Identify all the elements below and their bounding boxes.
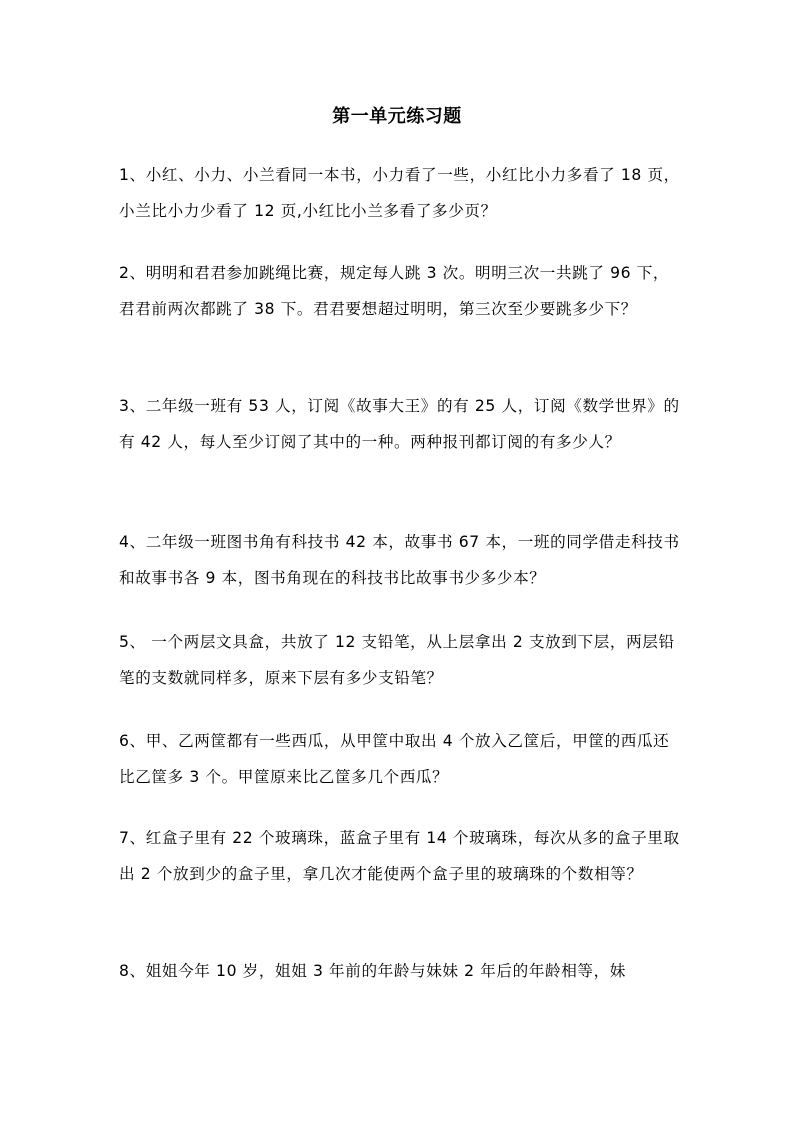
problem-1: 1、小红、小力、小兰看同一本书，小力看了一些，小红比小力多看了 18 页，小兰比小力少看了 12 页,小红比小兰多看了多少页？ xyxy=(119,166,680,220)
problem-2: 2、明明和君君参加跳绳比赛，规定每人跳 3 次。明明三次一共跳了 96 下，君君前两次都跳了 38 下。君君要想超过明明，第三次至少要跳多少下？ xyxy=(119,264,670,318)
problem-3: 3、二年级一班有 53 人，订阅《故事大王》的有 25 人，订阅《数学世界》的有 42 人，每人至少订阅了其中的一种。两种报刊都订阅的有多少人？ xyxy=(119,397,680,451)
problem-7: 7、红盒子里有 22 个玻璃珠，蓝盒子里有 14 个玻璃珠，每次从多的盒子里取出 2 个放到少的盒子里，拿几次才能使两个盒子里的玻璃珠的个数相等？ xyxy=(119,829,680,883)
problem-5: 5、 一个两层文具盒，共放了 12 支铅笔，从上层拿出 2 支放到下层，两层铅笔的支数就同样多，原来下层有多少支铅笔？ xyxy=(119,633,675,687)
problem-8: 8、姐姐今年 10 岁，姐姐 3 年前的年龄与妹妹 2 年后的年龄相等，妹 xyxy=(119,962,626,980)
problem-4: 4、二年级一班图书角有科技书 42 本，故事书 67 本，一班的同学借走科技书和故事书各 9 本，图书角现在的科技书比故事书少多少本？ xyxy=(119,533,680,587)
page-title: 第一单元练习题 xyxy=(332,106,462,127)
problem-6: 6、甲、乙两筐都有一些西瓜，从甲筐中取出 4 个放入乙筐后，甲筐的西瓜还比乙筐多 3 个。甲筐原来比乙筐多几个西瓜？ xyxy=(119,732,670,786)
